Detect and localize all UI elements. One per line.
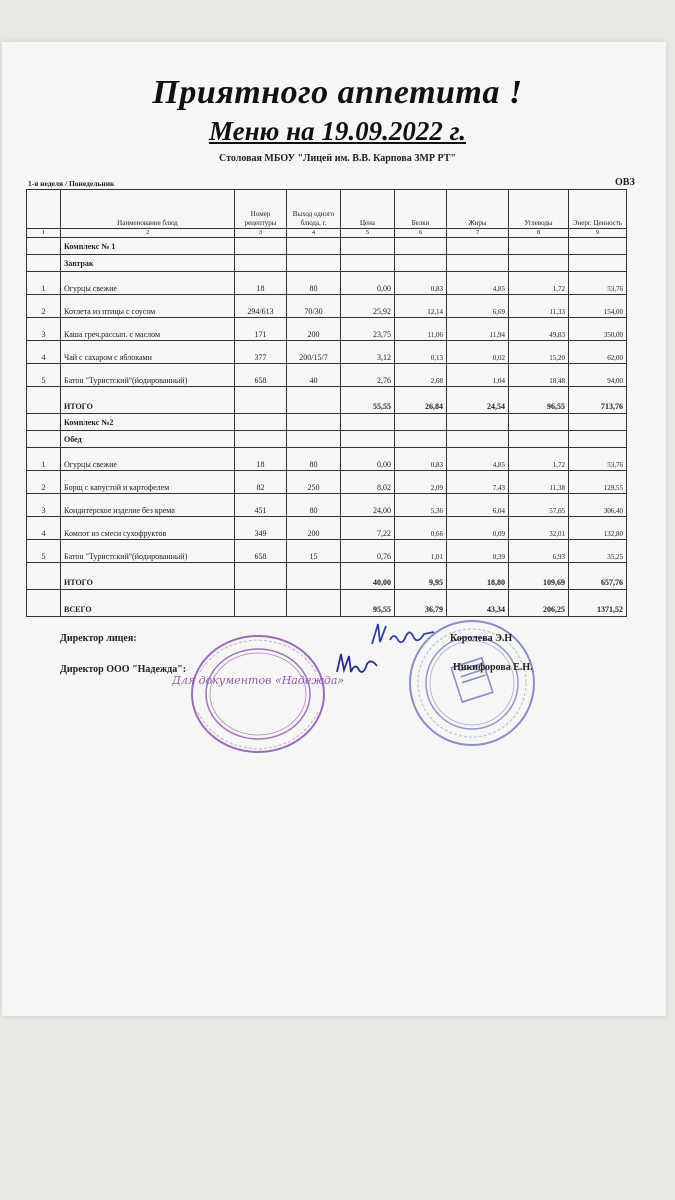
table-row bbox=[27, 272, 627, 295]
carbs: 18,48 bbox=[509, 364, 569, 387]
carbs: 6,93 bbox=[509, 540, 569, 563]
portion-weight: 250 bbox=[287, 471, 341, 494]
table-row bbox=[27, 448, 627, 471]
fat: 11,94 bbox=[447, 318, 509, 341]
complex-2-items bbox=[27, 448, 627, 563]
total-label: ИТОГО bbox=[61, 563, 235, 590]
column-number: 6 bbox=[395, 229, 447, 238]
grand-total-carbs: 206,25 bbox=[509, 590, 569, 617]
portion-weight: 80 bbox=[287, 448, 341, 471]
lunch-row bbox=[27, 431, 627, 448]
header-cell: Номер рецептуры bbox=[235, 190, 287, 229]
complex-2-row bbox=[27, 414, 627, 431]
carbs: 15,20 bbox=[509, 341, 569, 364]
dish-name: Кондитерское изделие без крема bbox=[61, 494, 235, 517]
complex-1-row bbox=[27, 238, 627, 255]
fat: 1,04 bbox=[447, 364, 509, 387]
grand-total-row bbox=[27, 590, 627, 617]
complex-2-total-row bbox=[27, 563, 627, 590]
table-row bbox=[27, 471, 627, 494]
protein: 1,01 bbox=[395, 540, 447, 563]
dish-name: Борщ с капустой и картофелем bbox=[61, 471, 235, 494]
dish-name: Котлета из птицы с соусом bbox=[61, 295, 235, 318]
column-number: 3 bbox=[235, 229, 287, 238]
complex-1-total-row bbox=[27, 387, 627, 414]
dish-name: Каша греч.рассып. с маслом bbox=[61, 318, 235, 341]
price: 0,76 bbox=[341, 540, 395, 563]
table-row bbox=[27, 364, 627, 387]
total-label: ИТОГО bbox=[61, 387, 235, 414]
energy: 53,76 bbox=[569, 272, 627, 295]
total-energy: 657,76 bbox=[569, 563, 627, 590]
total-protein: 9,95 bbox=[395, 563, 447, 590]
total-fat: 18,80 bbox=[447, 563, 509, 590]
grand-total-fat: 43,34 bbox=[447, 590, 509, 617]
column-number-row bbox=[27, 229, 627, 238]
dish-name: Огурцы свежие bbox=[61, 448, 235, 471]
column-number: 8 bbox=[509, 229, 569, 238]
week-day-label: 1-я неделя / Понедельник bbox=[28, 179, 115, 188]
fat: 0,39 bbox=[447, 540, 509, 563]
recipe-number: 349 bbox=[235, 517, 287, 540]
dish-name: Батон "Туристский"(йодированный) bbox=[61, 540, 235, 563]
recipe-number: 18 bbox=[235, 448, 287, 471]
category-label: ОВЗ bbox=[615, 177, 635, 188]
protein: 2,68 bbox=[395, 364, 447, 387]
fat: 7,43 bbox=[447, 471, 509, 494]
protein: 12,14 bbox=[395, 295, 447, 318]
company-director-label: Директор ООО "Надежда": bbox=[60, 664, 187, 675]
item-number: 1 bbox=[27, 448, 61, 471]
complex-1-label: Комплекс № 1 bbox=[61, 238, 235, 255]
header-cell: Жиры bbox=[447, 190, 509, 229]
price: 24,00 bbox=[341, 494, 395, 517]
menu-date-heading: Меню на 19.09.2022 г. bbox=[209, 116, 466, 146]
total-price: 55,55 bbox=[341, 387, 395, 414]
header-cell bbox=[27, 190, 61, 229]
item-number: 1 bbox=[27, 272, 61, 295]
table-header-row bbox=[27, 190, 627, 229]
energy: 62,00 bbox=[569, 341, 627, 364]
price: 0,00 bbox=[341, 272, 395, 295]
column-number: 2 bbox=[61, 229, 235, 238]
column-number: 9 bbox=[569, 229, 627, 238]
company-stamp-text: Для документов «Надежда» bbox=[171, 674, 345, 687]
column-number: 1 bbox=[27, 229, 61, 238]
lyceum-director-name: Королева Э.Н bbox=[450, 633, 513, 644]
carbs: 32,01 bbox=[509, 517, 569, 540]
item-number: 3 bbox=[27, 318, 61, 341]
price: 25,92 bbox=[341, 295, 395, 318]
grand-total-price: 95,55 bbox=[341, 590, 395, 617]
recipe-number: 451 bbox=[235, 494, 287, 517]
portion-weight: 200 bbox=[287, 517, 341, 540]
fat: 0,02 bbox=[447, 341, 509, 364]
protein: 0,66 bbox=[395, 517, 447, 540]
energy: 35,25 bbox=[569, 540, 627, 563]
total-energy: 713,76 bbox=[569, 387, 627, 414]
recipe-number: 82 bbox=[235, 471, 287, 494]
recipe-number: 377 bbox=[235, 341, 287, 364]
header-cell: Выход одного блюда, г. bbox=[287, 190, 341, 229]
total-fat: 24,54 bbox=[447, 387, 509, 414]
total-carbs: 96,55 bbox=[509, 387, 569, 414]
recipe-number: 18 bbox=[235, 272, 287, 295]
column-number: 7 bbox=[447, 229, 509, 238]
price: 23,75 bbox=[341, 318, 395, 341]
meal-label-lunch: Обед bbox=[61, 431, 235, 448]
menu-table bbox=[26, 189, 627, 617]
header-cell: Цена bbox=[341, 190, 395, 229]
price: 3,12 bbox=[341, 341, 395, 364]
complex-2-label: Комплекс №2 bbox=[61, 414, 235, 431]
meal-label-breakfast: Завтрак bbox=[61, 255, 235, 272]
header-cell: Белки bbox=[395, 190, 447, 229]
company-director-name: Никифорова Е.Н. bbox=[453, 662, 533, 673]
header-cell: Наименование блюд bbox=[61, 190, 235, 229]
price: 0,00 bbox=[341, 448, 395, 471]
total-price: 40,00 bbox=[341, 563, 395, 590]
portion-weight: 200/15/7 bbox=[287, 341, 341, 364]
item-number: 2 bbox=[27, 295, 61, 318]
table-row bbox=[27, 341, 627, 364]
dish-name: Чай с сахаром с яблоками bbox=[61, 341, 235, 364]
header-cell: Энерг. Ценность bbox=[569, 190, 627, 229]
fat: 4,85 bbox=[447, 272, 509, 295]
company-stamp-icon bbox=[171, 632, 345, 757]
item-number: 5 bbox=[27, 540, 61, 563]
energy: 132,80 bbox=[569, 517, 627, 540]
complex-1-items bbox=[27, 272, 627, 387]
header-cell: Углеводы bbox=[509, 190, 569, 229]
fat: 6,69 bbox=[447, 295, 509, 318]
table-row bbox=[27, 540, 627, 563]
energy: 129,55 bbox=[569, 471, 627, 494]
recipe-number: 658 bbox=[235, 540, 287, 563]
protein: 5,36 bbox=[395, 494, 447, 517]
lyceum-director-label: Директор лицея: bbox=[60, 633, 137, 644]
table-row bbox=[27, 494, 627, 517]
item-number: 4 bbox=[27, 341, 61, 364]
portion-weight: 80 bbox=[287, 494, 341, 517]
recipe-number: 171 bbox=[235, 318, 287, 341]
column-number: 5 bbox=[341, 229, 395, 238]
recipe-number: 294/613 bbox=[235, 295, 287, 318]
total-carbs: 109,69 bbox=[509, 563, 569, 590]
fat: 6,04 bbox=[447, 494, 509, 517]
item-number: 4 bbox=[27, 517, 61, 540]
dish-name: Компот из смеси сухофруктов bbox=[61, 517, 235, 540]
portion-weight: 80 bbox=[287, 272, 341, 295]
price: 2,76 bbox=[341, 364, 395, 387]
table-row bbox=[27, 295, 627, 318]
fat: 0,09 bbox=[447, 517, 509, 540]
price: 7,22 bbox=[341, 517, 395, 540]
grand-total-energy: 1371,52 bbox=[569, 590, 627, 617]
portion-weight: 70/30 bbox=[287, 295, 341, 318]
energy: 350,00 bbox=[569, 318, 627, 341]
grand-total-label: ВСЕГО bbox=[61, 590, 235, 617]
table-row bbox=[27, 318, 627, 341]
portion-weight: 40 bbox=[287, 364, 341, 387]
document-title: Приятного аппетита ! bbox=[152, 74, 523, 111]
table-row bbox=[27, 517, 627, 540]
carbs: 11,33 bbox=[509, 295, 569, 318]
carbs: 57,65 bbox=[509, 494, 569, 517]
energy: 53,76 bbox=[569, 448, 627, 471]
energy: 154,00 bbox=[569, 295, 627, 318]
canteen-name: Столовая МБОУ "Лицей им. В.В. Карпова ЗМР РТ" bbox=[219, 153, 456, 164]
item-number: 2 bbox=[27, 471, 61, 494]
carbs: 1,72 bbox=[509, 272, 569, 295]
column-number: 4 bbox=[287, 229, 341, 238]
energy: 306,40 bbox=[569, 494, 627, 517]
grand-total-protein: 36,79 bbox=[395, 590, 447, 617]
price: 8,02 bbox=[341, 471, 395, 494]
protein: 0,13 bbox=[395, 341, 447, 364]
item-number: 5 bbox=[27, 364, 61, 387]
carbs: 11,38 bbox=[509, 471, 569, 494]
energy: 94,00 bbox=[569, 364, 627, 387]
carbs: 1,72 bbox=[509, 448, 569, 471]
portion-weight: 200 bbox=[287, 318, 341, 341]
protein: 2,09 bbox=[395, 471, 447, 494]
breakfast-row bbox=[27, 255, 627, 272]
signature-icon bbox=[333, 648, 383, 682]
protein: 11,06 bbox=[395, 318, 447, 341]
protein: 0,83 bbox=[395, 448, 447, 471]
dish-name: Огурцы свежие bbox=[61, 272, 235, 295]
recipe-number: 658 bbox=[235, 364, 287, 387]
protein: 0,83 bbox=[395, 272, 447, 295]
dish-name: Батон "Туристский"(йодированный) bbox=[61, 364, 235, 387]
portion-weight: 15 bbox=[287, 540, 341, 563]
carbs: 49,83 bbox=[509, 318, 569, 341]
fat: 4,85 bbox=[447, 448, 509, 471]
item-number: 3 bbox=[27, 494, 61, 517]
total-protein: 26,84 bbox=[395, 387, 447, 414]
